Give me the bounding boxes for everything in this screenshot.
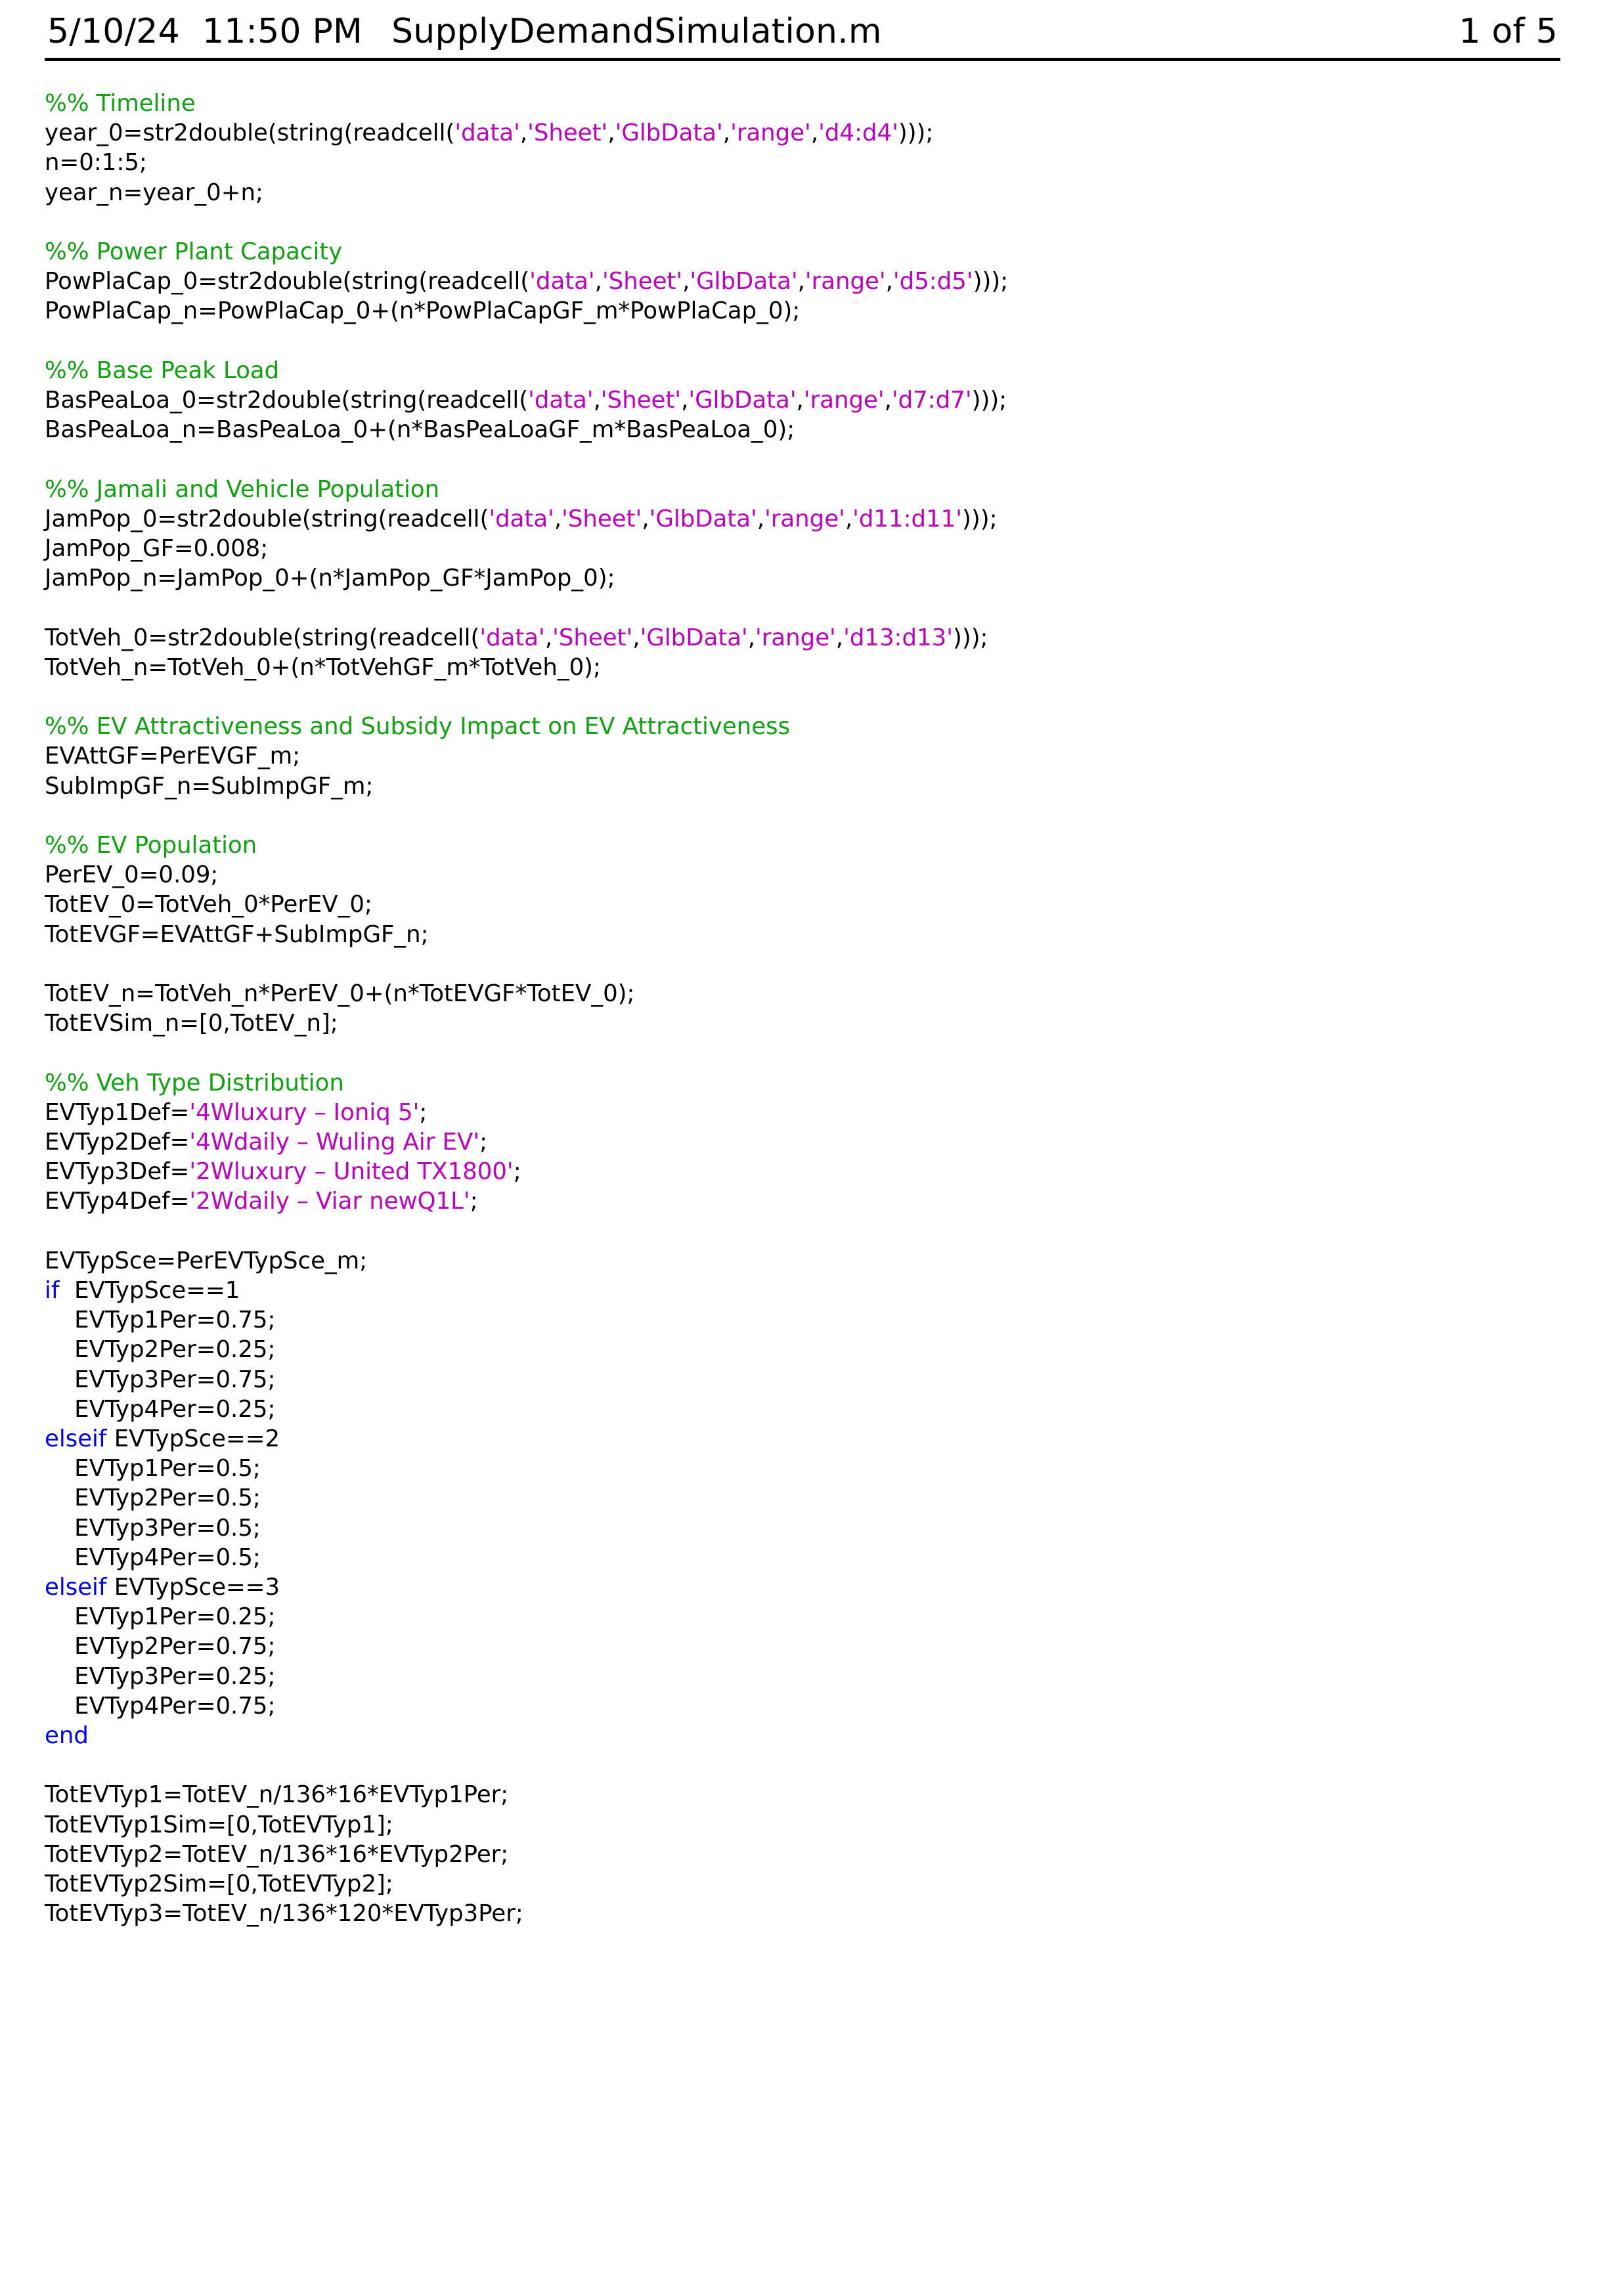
code-line [45, 444, 1560, 474]
code-token-cmt: %% Base Peak Load [45, 357, 280, 384]
code-token-plain: EVTyp1Per=0.5; [45, 1455, 261, 1483]
code-line [45, 949, 1560, 979]
code-line [45, 1602, 1560, 1632]
code-token-str: 'data' [529, 268, 595, 295]
code-token-str: 'GlbData' [640, 624, 748, 651]
code-token-str: 'range' [804, 268, 886, 295]
file-name: SupplyDemandSimulation.m [391, 12, 882, 51]
code-token-str: 'd5:d5' [892, 268, 973, 295]
code-line [45, 356, 1560, 385]
code-token-str: 'd4:d4' [818, 119, 898, 147]
code-line [45, 801, 1560, 831]
code-token-plain: ))); [962, 505, 998, 532]
code-token-cmt: %% Veh Type Distribution [45, 1069, 344, 1096]
code-line [45, 1395, 1560, 1424]
code-token-str: 'GlbData' [690, 268, 798, 295]
header-left-group [47, 12, 882, 51]
code-token-plain: EVTypSce==1 [59, 1276, 240, 1304]
code-token-str: 'd7:d7' [891, 387, 972, 414]
code-token-str: 'range' [803, 387, 885, 414]
page-header [45, 0, 1560, 61]
code-token-str: '4Wdaily – Wuling Air EV' [189, 1128, 480, 1156]
code-line [45, 1572, 1560, 1602]
code-token-plain: TotEVTyp1Sim=[0,TotEVTyp1]; [45, 1811, 393, 1838]
code-token-str: 'data' [479, 624, 545, 651]
code-token-plain: ))); [898, 119, 934, 147]
code-token-plain: EVTyp2Per=0.5; [45, 1484, 261, 1512]
code-token-plain: EVTyp4Per=0.25; [45, 1395, 276, 1423]
code-listing [45, 89, 1560, 1928]
code-line [45, 1899, 1560, 1928]
code-token-plain: EVTypSce==2 [106, 1425, 280, 1452]
code-token-str: 'd13:d13' [843, 624, 953, 651]
code-line [45, 385, 1560, 415]
code-token-plain: EVTyp2Per=0.25; [45, 1336, 276, 1364]
code-line [45, 1276, 1560, 1305]
code-token-plain: , [835, 624, 844, 651]
code-token-str: 'Sheet' [602, 268, 683, 295]
code-line [45, 831, 1560, 860]
code-token-cmt: %% Power Plant Capacity [45, 238, 343, 265]
code-line [45, 1305, 1560, 1335]
code-token-plain: EVTyp4Def= [45, 1188, 190, 1215]
code-token-plain: EVTyp3Per=0.5; [45, 1514, 261, 1542]
code-token-plain: , [554, 505, 562, 532]
code-token-plain: TotEV_n=TotVeh_n*PerEV_0+(n*TotEVGF*TotEV_0); [45, 980, 635, 1007]
code-token-plain: PowPlaCap_n=PowPlaCap_0+(n*PowPlaCapGF_m*PowPlaCap_0); [45, 297, 801, 325]
code-token-plain: TotEV_0=TotVeh_0*PerEV_0; [45, 891, 372, 919]
code-token-plain: n=0:1:5; [45, 149, 147, 177]
code-token-cmt: %% Timeline [45, 90, 196, 117]
code-token-str: 'GlbData' [649, 505, 757, 532]
code-line [45, 623, 1560, 653]
code-line [45, 1008, 1560, 1038]
code-token-str: 'data' [528, 387, 594, 414]
code-token-plain: EVTyp1Def= [45, 1098, 190, 1126]
code-token-plain: TotVeh_0=str2double(string(readcell( [45, 624, 480, 651]
code-token-kw: elseif [45, 1425, 107, 1452]
code-token-cmt: %% EV Population [45, 831, 257, 859]
code-token-plain: EVTyp4Per=0.5; [45, 1544, 261, 1571]
code-token-plain: , [519, 119, 528, 147]
code-line [45, 1662, 1560, 1691]
code-token-plain: , [682, 268, 690, 295]
code-token-plain: , [681, 387, 689, 414]
code-token-str: 'd11:d11' [852, 505, 963, 532]
code-line [45, 771, 1560, 801]
code-token-plain: year_n=year_0+n; [45, 179, 263, 206]
print-time: 11:50 PM [202, 12, 363, 51]
code-token-plain: , [797, 268, 805, 295]
code-line [45, 1632, 1560, 1661]
code-token-plain: EVTyp1Per=0.75; [45, 1307, 276, 1334]
code-token-plain: EVTyp3Per=0.75; [45, 1366, 276, 1393]
code-token-plain: , [593, 387, 601, 414]
code-token-str: 'range' [755, 624, 836, 651]
code-line [45, 1127, 1560, 1157]
code-line [45, 712, 1560, 741]
code-token-str: '2Wluxury – United TX1800' [189, 1158, 514, 1186]
code-token-plain: , [845, 505, 853, 532]
code-token-plain: , [810, 119, 819, 147]
code-line [45, 207, 1560, 237]
code-token-plain: PowPlaCap_0=str2double(string(readcell( [45, 268, 530, 295]
code-token-kw: end [45, 1722, 89, 1750]
code-token-str: 'Sheet' [552, 624, 633, 651]
code-token-plain: TotEVTyp3=TotEV_n/136*120*EVTyp3Per; [45, 1900, 523, 1928]
code-token-plain: EVAttGF=PerEVGF_m; [45, 743, 301, 770]
code-line [45, 504, 1560, 534]
code-line [45, 1454, 1560, 1483]
code-token-plain: ; [479, 1128, 488, 1156]
code-token-str: 'GlbData' [688, 387, 797, 414]
code-line [45, 1840, 1560, 1869]
code-token-plain: , [642, 505, 649, 532]
code-token-plain: TotEVGF=EVAttGF+SubImpGF_n; [45, 921, 429, 948]
code-line [45, 1246, 1560, 1276]
code-token-kw: if [45, 1276, 60, 1304]
code-line [45, 653, 1560, 682]
code-line [45, 1068, 1560, 1098]
code-token-plain: TotEVTyp1=TotEV_n/136*16*EVTyp1Per; [45, 1781, 509, 1809]
code-line [45, 1721, 1560, 1750]
code-token-plain: , [757, 505, 765, 532]
code-line [45, 890, 1560, 919]
code-token-str: '2Wdaily – Viar newQ1L' [189, 1188, 470, 1215]
code-line [45, 296, 1560, 326]
code-line [45, 979, 1560, 1008]
code-token-plain: EVTyp3Per=0.25; [45, 1662, 276, 1690]
code-line [45, 1335, 1560, 1364]
code-line [45, 267, 1560, 296]
code-line [45, 178, 1560, 207]
code-line [45, 475, 1560, 504]
code-line [45, 1543, 1560, 1572]
code-token-plain: JamPop_0=str2double(string(readcell( [45, 505, 489, 532]
code-token-str: 'data' [489, 505, 554, 532]
code-line [45, 1780, 1560, 1809]
code-line [45, 1810, 1560, 1840]
code-line [45, 148, 1560, 177]
code-token-str: 'GlbData' [615, 119, 723, 147]
code-token-plain: , [885, 268, 893, 295]
code-token-plain: ; [470, 1188, 478, 1215]
code-line [45, 326, 1560, 356]
code-token-str: 'range' [730, 119, 811, 147]
code-line [45, 1217, 1560, 1246]
code-line [45, 682, 1560, 712]
code-line [45, 1186, 1560, 1216]
code-token-plain: EVTypSce==3 [106, 1574, 280, 1601]
code-line [45, 1750, 1560, 1780]
code-token-str: 'Sheet' [600, 387, 682, 414]
code-token-plain: , [722, 119, 731, 147]
code-token-plain: EVTyp3Def= [45, 1158, 190, 1186]
code-token-str: 'Sheet' [561, 505, 642, 532]
code-token-plain: , [884, 387, 892, 414]
code-token-plain: TotEVTyp2Sim=[0,TotEVTyp2]; [45, 1871, 393, 1898]
code-line [45, 237, 1560, 267]
code-token-plain: , [796, 387, 804, 414]
code-token-kw: elseif [45, 1574, 107, 1601]
print-date: 5/10/24 [47, 12, 180, 51]
code-token-plain: EVTypSce=PerEVTypSce_m; [45, 1247, 368, 1274]
code-token-plain: , [594, 268, 602, 295]
code-line [45, 1365, 1560, 1395]
code-token-plain: , [544, 624, 553, 651]
code-token-plain: BasPeaLoa_0=str2double(string(readcell( [45, 387, 529, 414]
code-line [45, 593, 1560, 622]
code-line [45, 741, 1560, 771]
code-line [45, 920, 1560, 949]
code-line [45, 89, 1560, 118]
code-token-plain: , [607, 119, 615, 147]
code-line [45, 1691, 1560, 1721]
code-line [45, 118, 1560, 148]
code-token-plain: TotEVSim_n=[0,TotEV_n]; [45, 1010, 338, 1037]
code-token-plain: , [632, 624, 640, 651]
code-line [45, 1483, 1560, 1513]
code-token-plain: EVTyp4Per=0.75; [45, 1692, 276, 1720]
code-line [45, 860, 1560, 890]
code-token-plain: ))); [971, 387, 1007, 414]
code-token-plain: ; [513, 1158, 521, 1186]
code-token-plain: EVTyp2Def= [45, 1128, 190, 1156]
code-token-plain: ))); [973, 268, 1009, 295]
code-token-plain: JamPop_n=JamPop_0+(n*JamPop_GF*JamPop_0); [45, 565, 615, 592]
code-line [45, 1098, 1560, 1127]
code-token-plain: ))); [953, 624, 988, 651]
code-token-plain: TotEVTyp2=TotEV_n/136*16*EVTyp2Per; [45, 1840, 509, 1868]
code-line [45, 1157, 1560, 1186]
code-token-plain: EVTyp2Per=0.75; [45, 1633, 276, 1660]
code-token-cmt: %% EV Attractiveness and Subsidy Impact on EV Attractiveness [45, 713, 791, 741]
code-token-plain: BasPeaLoa_n=BasPeaLoa_0+(n*BasPeaLoaGF_m*BasPeaLoa_0); [45, 416, 795, 444]
code-token-plain: ; [419, 1098, 428, 1126]
code-token-str: 'data' [454, 119, 520, 147]
code-token-cmt: %% Jamali and Vehicle Population [45, 475, 440, 503]
code-line [45, 415, 1560, 444]
code-token-plain: year_0=str2double(string(readcell( [45, 119, 455, 147]
code-line [45, 563, 1560, 593]
code-token-plain: JamPop_GF=0.008; [45, 535, 269, 562]
code-token-str: 'range' [764, 505, 845, 532]
code-line [45, 1424, 1560, 1454]
code-line [45, 1038, 1560, 1068]
code-line [45, 534, 1560, 563]
page-number: 1 of 5 [1459, 12, 1558, 51]
code-token-plain: PerEV_0=0.09; [45, 861, 219, 889]
code-token-plain: TotVeh_n=TotVeh_0+(n*TotVehGF_m*TotVeh_0); [45, 653, 601, 681]
code-token-plain: EVTyp1Per=0.25; [45, 1603, 276, 1631]
code-token-str: 'Sheet' [527, 119, 608, 147]
code-line [45, 1869, 1560, 1899]
code-line [45, 1513, 1560, 1543]
code-token-str: '4Wluxury – Ioniq 5' [189, 1098, 420, 1126]
code-token-plain: , [747, 624, 756, 651]
code-token-plain: SubImpGF_n=SubImpGF_m; [45, 772, 374, 800]
